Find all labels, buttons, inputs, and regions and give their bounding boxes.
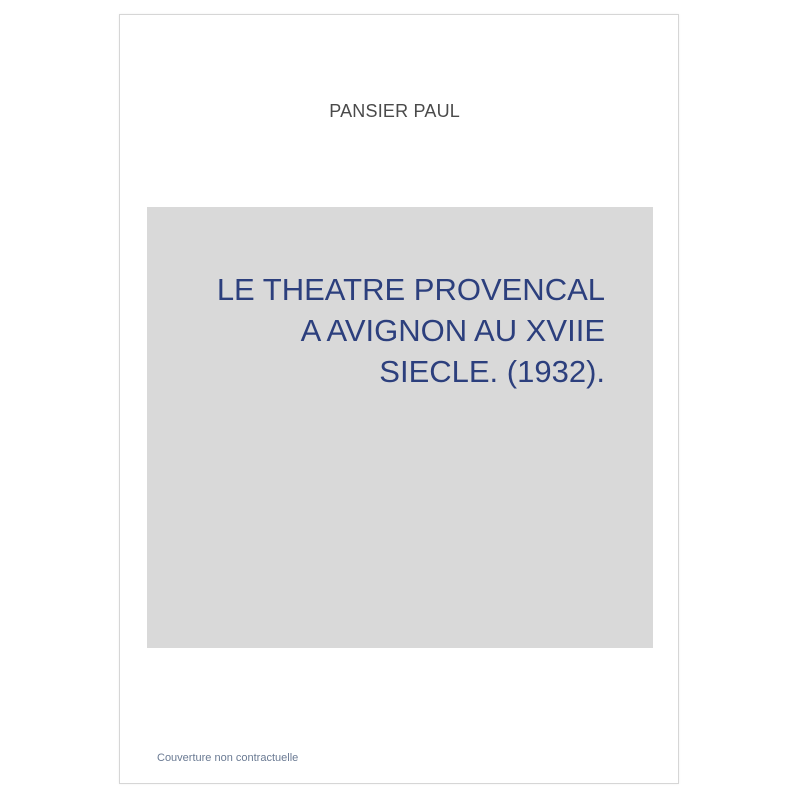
author-name: PANSIER PAUL — [329, 101, 460, 121]
book-title-line-2: A AVIGNON AU XVIIE — [300, 313, 605, 348]
book-title — [185, 269, 605, 392]
cover-disclaimer: Couverture non contractuelle — [157, 752, 299, 764]
book-title-line-3: SIECLE. (1932). — [379, 354, 605, 389]
book-title-line-1: LE THEATRE PROVENCAL — [216, 272, 605, 307]
title-panel — [147, 207, 653, 648]
